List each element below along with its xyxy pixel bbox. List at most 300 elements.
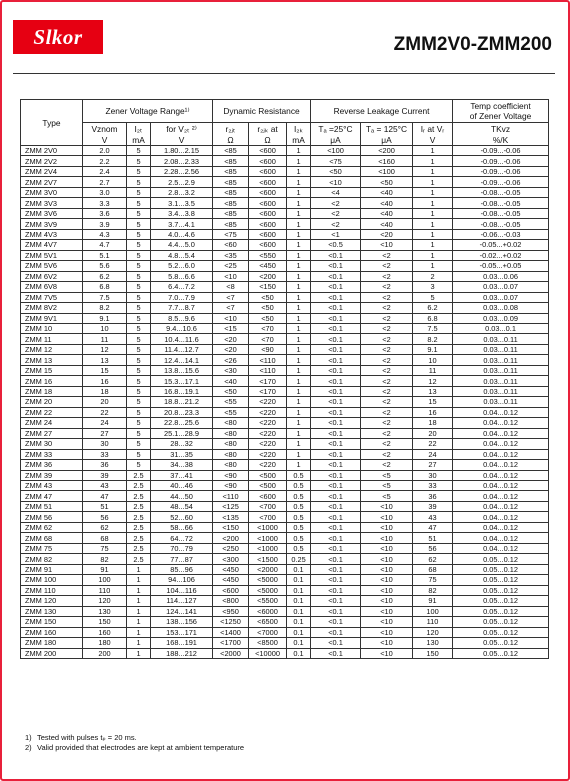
- cell-vzt-range: 58...66: [151, 522, 213, 532]
- cell-ir-ta125: <2: [361, 428, 413, 438]
- cell-type: ZMM 75: [21, 543, 83, 553]
- cell-rzjt: <20: [213, 334, 249, 344]
- cell-izt: 1: [127, 638, 151, 648]
- cell-ir-ta25: <0.1: [311, 648, 361, 658]
- cell-ir-ta25: <0.1: [311, 481, 361, 491]
- cell-vzt-range: 2.8...3.2: [151, 187, 213, 197]
- cell-rzjk: <90: [249, 344, 287, 354]
- cell-izk: 0.5: [287, 543, 311, 553]
- cell-vzt-range: 94...106: [151, 575, 213, 585]
- cell-vznom: 3.0: [83, 187, 127, 197]
- cell-type: ZMM 11: [21, 334, 83, 344]
- cell-rzjk: <5000: [249, 575, 287, 585]
- cell-tkvz: 0.04...0.12: [453, 428, 549, 438]
- cell-vznom: 91: [83, 564, 127, 574]
- cell-rzjk: <170: [249, 386, 287, 396]
- cell-izk: 0.1: [287, 638, 311, 648]
- cell-ir-ta125: <10: [361, 606, 413, 616]
- cell-tkvz: 0.03...0.11: [453, 334, 549, 344]
- cell-ir-ta25: <0.1: [311, 501, 361, 511]
- cell-vr: 11: [413, 365, 453, 375]
- cell-izt: 2.5: [127, 543, 151, 553]
- cell-tkvz: 0.04...0.12: [453, 512, 549, 522]
- cell-rzjk: <1000: [249, 522, 287, 532]
- cell-izt: 5: [127, 376, 151, 386]
- cell-vr: 13: [413, 386, 453, 396]
- cell-vr: 6.2: [413, 303, 453, 313]
- cell-vr: 16: [413, 407, 453, 417]
- cell-ir-ta125: <2: [361, 449, 413, 459]
- cell-ir-ta125: <5: [361, 491, 413, 501]
- cell-type: ZMM 150: [21, 617, 83, 627]
- cell-izk: 1: [287, 219, 311, 229]
- cell-rzjk: <7000: [249, 627, 287, 637]
- cell-type: ZMM 22: [21, 407, 83, 417]
- cell-vzt-range: 104...116: [151, 585, 213, 595]
- table-row: [21, 627, 549, 637]
- cell-rzjt: <85: [213, 187, 249, 197]
- cell-tkvz: 0.04...0.12: [453, 533, 549, 543]
- cell-vznom: 20: [83, 397, 127, 407]
- cell-vznom: 56: [83, 512, 127, 522]
- table-row: [21, 439, 549, 449]
- cell-izk: 0.5: [287, 481, 311, 491]
- cell-rzjk: <600: [249, 166, 287, 176]
- cell-rzjt: <90: [213, 470, 249, 480]
- cell-izk: 0.5: [287, 522, 311, 532]
- cell-rzjk: <600: [249, 177, 287, 187]
- cell-izk: 0.1: [287, 606, 311, 616]
- cell-rzjt: <85: [213, 177, 249, 187]
- cell-vznom: 39: [83, 470, 127, 480]
- cell-vzt-range: 168...191: [151, 638, 213, 648]
- table-row: [21, 585, 549, 595]
- cell-rzjk: <600: [249, 208, 287, 218]
- cell-vznom: 4.7: [83, 240, 127, 250]
- footnote-text: Valid provided that electrodes are kept at ambient temperature: [37, 743, 245, 752]
- cell-vznom: 200: [83, 648, 127, 658]
- cell-vr: 1: [413, 261, 453, 271]
- cell-vzt-range: 11.4...12.7: [151, 344, 213, 354]
- table-row: [21, 460, 549, 470]
- cell-vr: 56: [413, 543, 453, 553]
- cell-izt: 5: [127, 386, 151, 396]
- cell-ir-ta125: <40: [361, 208, 413, 218]
- cell-vr: 9.1: [413, 344, 453, 354]
- cell-vzt-range: 2.28...2.56: [151, 166, 213, 176]
- cell-tkvz: -0.09...-0.06: [453, 177, 549, 187]
- cell-izk: 1: [287, 177, 311, 187]
- cell-vzt-range: 22.8...25.6: [151, 418, 213, 428]
- cell-vr: 110: [413, 617, 453, 627]
- cell-vr: 12: [413, 376, 453, 386]
- cell-rzjt: <40: [213, 376, 249, 386]
- cell-type: ZMM 2V2: [21, 156, 83, 166]
- cell-ir-ta25: <0.1: [311, 575, 361, 585]
- cell-type: ZMM 5V6: [21, 261, 83, 271]
- cell-ir-ta125: <2: [361, 365, 413, 375]
- cell-izk: 1: [287, 198, 311, 208]
- cell-vzt-range: 44...50: [151, 491, 213, 501]
- cell-tkvz: 0.04...0.12: [453, 418, 549, 428]
- cell-rzjt: <125: [213, 501, 249, 511]
- cell-ir-ta25: <1: [311, 229, 361, 239]
- cell-rzjk: <220: [249, 428, 287, 438]
- cell-izk: 1: [287, 187, 311, 197]
- cell-type: ZMM 18: [21, 386, 83, 396]
- cell-vr: 7.5: [413, 323, 453, 333]
- cell-ir-ta125: <2: [361, 386, 413, 396]
- cell-izt: 5: [127, 344, 151, 354]
- header-ta125: Tₐ = 125°C: [361, 123, 413, 135]
- cell-vznom: 47: [83, 491, 127, 501]
- cell-vznom: 30: [83, 439, 127, 449]
- cell-vznom: 6.8: [83, 282, 127, 292]
- cell-ir-ta125: <10: [361, 638, 413, 648]
- cell-rzjk: <600: [249, 491, 287, 501]
- cell-ir-ta125: <100: [361, 166, 413, 176]
- table-row: [21, 240, 549, 250]
- cell-vznom: 36: [83, 460, 127, 470]
- cell-rzjk: <5000: [249, 585, 287, 595]
- table-row: [21, 533, 549, 543]
- zener-spec-table: [20, 99, 549, 659]
- cell-ir-ta25: <0.1: [311, 617, 361, 627]
- table-row: [21, 449, 549, 459]
- cell-izk: 1: [287, 439, 311, 449]
- cell-ir-ta25: <0.1: [311, 355, 361, 365]
- cell-vznom: 4.3: [83, 229, 127, 239]
- table-row: [21, 166, 549, 176]
- cell-rzjk: <220: [249, 460, 287, 470]
- cell-ir-ta125: <10: [361, 554, 413, 564]
- table-row: [21, 334, 549, 344]
- cell-type: ZMM 5V1: [21, 250, 83, 260]
- cell-vr: 33: [413, 481, 453, 491]
- cell-rzjt: <85: [213, 156, 249, 166]
- cell-izt: 5: [127, 166, 151, 176]
- footnote-number: 1): [25, 733, 32, 742]
- cell-rzjt: <2000: [213, 648, 249, 658]
- cell-rzjt: <55: [213, 407, 249, 417]
- cell-ir-ta125: <2: [361, 303, 413, 313]
- cell-tkvz: -0.06...-0.03: [453, 229, 549, 239]
- cell-vznom: 22: [83, 407, 127, 417]
- unit-ta25: μA: [311, 134, 361, 146]
- cell-vzt-range: 20.8...23.3: [151, 407, 213, 417]
- cell-ir-ta125: <2: [361, 323, 413, 333]
- cell-rzjt: <150: [213, 522, 249, 532]
- cell-izt: 5: [127, 418, 151, 428]
- cell-izt: 1: [127, 575, 151, 585]
- cell-type: ZMM 9V1: [21, 313, 83, 323]
- cell-tkvz: -0.08...-0.05: [453, 187, 549, 197]
- cell-vznom: 2.0: [83, 146, 127, 156]
- cell-ir-ta25: <0.1: [311, 376, 361, 386]
- cell-ir-ta25: <0.1: [311, 564, 361, 574]
- cell-vr: 1: [413, 198, 453, 208]
- cell-vznom: 2.4: [83, 166, 127, 176]
- cell-vzt-range: 3.7...4.1: [151, 219, 213, 229]
- cell-rzjk: <50: [249, 303, 287, 313]
- cell-rzjt: <26: [213, 355, 249, 365]
- cell-type: ZMM 3V3: [21, 198, 83, 208]
- header-divider: [13, 73, 555, 74]
- cell-type: ZMM 160: [21, 627, 83, 637]
- cell-rzjk: <110: [249, 365, 287, 375]
- cell-rzjt: <250: [213, 543, 249, 553]
- cell-izk: 1: [287, 397, 311, 407]
- spec-table-body: [21, 146, 549, 659]
- cell-izk: 1: [287, 261, 311, 271]
- cell-rzjt: <1700: [213, 638, 249, 648]
- cell-vzt-range: 13.8...15.6: [151, 365, 213, 375]
- cell-rzjk: <700: [249, 512, 287, 522]
- table-row: [21, 187, 549, 197]
- cell-ir-ta25: <0.1: [311, 522, 361, 532]
- cell-vr: 1: [413, 250, 453, 260]
- cell-ir-ta125: <10: [361, 627, 413, 637]
- cell-ir-ta25: <0.1: [311, 271, 361, 281]
- cell-type: ZMM 82: [21, 554, 83, 564]
- cell-tkvz: 0.04...0.12: [453, 522, 549, 532]
- cell-vznom: 27: [83, 428, 127, 438]
- cell-ir-ta125: <2: [361, 282, 413, 292]
- cell-izk: 0.1: [287, 617, 311, 627]
- cell-ir-ta125: <2: [361, 460, 413, 470]
- cell-ir-ta25: <0.1: [311, 282, 361, 292]
- cell-vr: 2: [413, 271, 453, 281]
- table-row: [21, 261, 549, 271]
- cell-ir-ta125: <2: [361, 271, 413, 281]
- cell-ir-ta25: <0.1: [311, 491, 361, 501]
- cell-vr: 8.2: [413, 334, 453, 344]
- cell-tkvz: 0.03...0.11: [453, 365, 549, 375]
- cell-ir-ta125: <2: [361, 407, 413, 417]
- cell-rzjt: <80: [213, 428, 249, 438]
- cell-rzjk: <450: [249, 261, 287, 271]
- cell-vr: 5: [413, 292, 453, 302]
- cell-izt: 5: [127, 365, 151, 375]
- cell-rzjk: <600: [249, 219, 287, 229]
- cell-izt: 5: [127, 407, 151, 417]
- cell-vr: 39: [413, 501, 453, 511]
- cell-izt: 5: [127, 219, 151, 229]
- cell-vr: 47: [413, 522, 453, 532]
- cell-rzjk: <1000: [249, 543, 287, 553]
- cell-izk: 1: [287, 282, 311, 292]
- table-row: [21, 386, 549, 396]
- cell-rzjt: <1250: [213, 617, 249, 627]
- cell-type: ZMM 100: [21, 575, 83, 585]
- cell-vr: 30: [413, 470, 453, 480]
- cell-vznom: 160: [83, 627, 127, 637]
- unit-izk: mA: [287, 134, 311, 146]
- cell-vzt-range: 70...79: [151, 543, 213, 553]
- footnote-number: 2): [25, 743, 32, 752]
- cell-rzjt: <1400: [213, 627, 249, 637]
- cell-vr: 1: [413, 208, 453, 218]
- cell-vzt-range: 138...156: [151, 617, 213, 627]
- cell-type: ZMM 10: [21, 323, 83, 333]
- cell-rzjt: <8: [213, 282, 249, 292]
- table-row: [21, 648, 549, 658]
- header-tkvz: TKvz: [453, 123, 549, 135]
- cell-tkvz: 0.05...0.12: [453, 648, 549, 658]
- cell-ir-ta25: <0.1: [311, 334, 361, 344]
- cell-izk: 0.5: [287, 470, 311, 480]
- cell-vzt-range: 9.4...10.6: [151, 323, 213, 333]
- cell-tkvz: -0.09...-0.06: [453, 166, 549, 176]
- header-temp-coefficient-line2: of Zener Voltage: [469, 111, 532, 121]
- table-row: [21, 219, 549, 229]
- cell-type: ZMM 33: [21, 449, 83, 459]
- unit-vzt: V: [151, 134, 213, 146]
- cell-rzjt: <60: [213, 240, 249, 250]
- cell-izk: 0.25: [287, 554, 311, 564]
- cell-vzt-range: 3.1...3.5: [151, 198, 213, 208]
- cell-rzjt: <25: [213, 261, 249, 271]
- cell-type: ZMM 24: [21, 418, 83, 428]
- cell-izt: 5: [127, 229, 151, 239]
- cell-ir-ta25: <0.1: [311, 365, 361, 375]
- cell-izt: 5: [127, 271, 151, 281]
- cell-tkvz: -0.09...-0.06: [453, 146, 549, 156]
- cell-izt: 5: [127, 250, 151, 260]
- cell-tkvz: 0.04...0.12: [453, 470, 549, 480]
- cell-rzjk: <220: [249, 449, 287, 459]
- cell-vzt-range: 37...41: [151, 470, 213, 480]
- cell-ir-ta25: <0.1: [311, 512, 361, 522]
- table-row: [21, 596, 549, 606]
- cell-vr: 1: [413, 146, 453, 156]
- cell-vznom: 7.5: [83, 292, 127, 302]
- cell-type: ZMM 7V5: [21, 292, 83, 302]
- cell-rzjt: <55: [213, 397, 249, 407]
- table-row: [21, 491, 549, 501]
- cell-vr: 43: [413, 512, 453, 522]
- cell-tkvz: 0.03...0.1: [453, 323, 549, 333]
- unit-rzjt: Ω: [213, 134, 249, 146]
- cell-ir-ta125: <2: [361, 250, 413, 260]
- cell-izk: 0.1: [287, 648, 311, 658]
- cell-izt: 1: [127, 627, 151, 637]
- cell-type: ZMM 2V7: [21, 177, 83, 187]
- cell-ir-ta25: <0.1: [311, 554, 361, 564]
- cell-ir-ta125: <40: [361, 219, 413, 229]
- cell-tkvz: 0.03...0.11: [453, 386, 549, 396]
- cell-type: ZMM 8V2: [21, 303, 83, 313]
- cell-izt: 5: [127, 282, 151, 292]
- table-row: [21, 501, 549, 511]
- cell-ir-ta125: <2: [361, 292, 413, 302]
- table-row: [21, 313, 549, 323]
- cell-tkvz: 0.05...0.12: [453, 554, 549, 564]
- cell-vzt-range: 4.4...5.0: [151, 240, 213, 250]
- cell-vzt-range: 153...171: [151, 627, 213, 637]
- cell-vznom: 2.7: [83, 177, 127, 187]
- cell-rzjk: <600: [249, 156, 287, 166]
- cell-ir-ta125: <2: [361, 355, 413, 365]
- cell-ir-ta25: <0.1: [311, 428, 361, 438]
- cell-ir-ta25: <0.1: [311, 627, 361, 637]
- cell-rzjk: <6500: [249, 617, 287, 627]
- cell-tkvz: -0.05...+0.02: [453, 240, 549, 250]
- cell-izt: 5: [127, 397, 151, 407]
- cell-tkvz: 0.03...0.11: [453, 376, 549, 386]
- cell-vr: 3: [413, 282, 453, 292]
- header-for-vzt: for V₂ₜ ²⁾: [151, 123, 213, 135]
- cell-vznom: 5.1: [83, 250, 127, 260]
- cell-tkvz: 0.03...0.07: [453, 292, 549, 302]
- cell-type: ZMM 16: [21, 376, 83, 386]
- cell-rzjk: <220: [249, 397, 287, 407]
- cell-tkvz: 0.03...0.08: [453, 303, 549, 313]
- cell-izk: 1: [287, 460, 311, 470]
- cell-ir-ta125: <40: [361, 198, 413, 208]
- cell-rzjt: <300: [213, 554, 249, 564]
- cell-rzjk: <50: [249, 292, 287, 302]
- cell-type: ZMM 4V7: [21, 240, 83, 250]
- cell-type: ZMM 30: [21, 439, 83, 449]
- cell-ir-ta25: <0.1: [311, 418, 361, 428]
- cell-rzjt: <50: [213, 386, 249, 396]
- cell-rzjt: <135: [213, 512, 249, 522]
- cell-rzjt: <450: [213, 575, 249, 585]
- cell-vr: 20: [413, 428, 453, 438]
- header-temp-coefficient-line1: Temp coefficient: [470, 101, 531, 111]
- cell-ir-ta125: <10: [361, 585, 413, 595]
- cell-vzt-range: 40...46: [151, 481, 213, 491]
- table-row: [21, 282, 549, 292]
- cell-ir-ta125: <5: [361, 470, 413, 480]
- cell-tkvz: 0.03...0.11: [453, 397, 549, 407]
- header-rzjk-at: r₂ⱼₖ at: [249, 123, 287, 135]
- cell-vznom: 9.1: [83, 313, 127, 323]
- cell-vzt-range: 12.4...14.1: [151, 355, 213, 365]
- cell-vznom: 13: [83, 355, 127, 365]
- cell-vr: 100: [413, 606, 453, 616]
- cell-tkvz: -0.02...+0.02: [453, 250, 549, 260]
- cell-vzt-range: 1.80...2.15: [151, 146, 213, 156]
- cell-izt: 1: [127, 596, 151, 606]
- cell-rzjk: <5500: [249, 596, 287, 606]
- cell-ir-ta125: <2: [361, 397, 413, 407]
- cell-tkvz: 0.05...0.12: [453, 585, 549, 595]
- cell-vznom: 10: [83, 323, 127, 333]
- cell-ir-ta25: <0.1: [311, 460, 361, 470]
- unit-tkvz: %/K: [453, 134, 549, 146]
- cell-type: ZMM 130: [21, 606, 83, 616]
- table-row: [21, 177, 549, 187]
- cell-tkvz: 0.04...0.12: [453, 491, 549, 501]
- unit-vznom: V: [83, 134, 127, 146]
- cell-ir-ta125: <50: [361, 177, 413, 187]
- cell-izt: 5: [127, 439, 151, 449]
- cell-rzjt: <800: [213, 596, 249, 606]
- cell-vzt-range: 8.5...9.6: [151, 313, 213, 323]
- cell-rzjk: <8500: [249, 638, 287, 648]
- cell-rzjk: <200: [249, 271, 287, 281]
- cell-izt: 5: [127, 208, 151, 218]
- cell-vznom: 62: [83, 522, 127, 532]
- cell-izk: 0.5: [287, 512, 311, 522]
- cell-ir-ta125: <2: [361, 334, 413, 344]
- cell-izt: 5: [127, 198, 151, 208]
- cell-vr: 75: [413, 575, 453, 585]
- cell-vr: 51: [413, 533, 453, 543]
- cell-ir-ta125: <10: [361, 522, 413, 532]
